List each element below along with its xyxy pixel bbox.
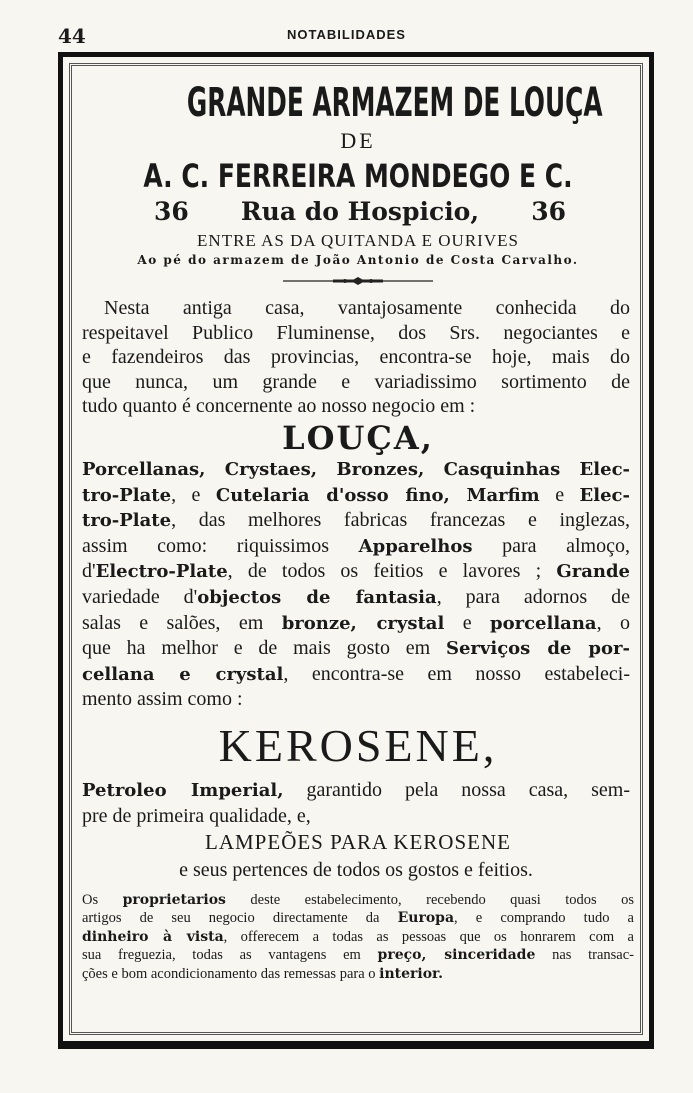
advertisement-content bbox=[69, 63, 643, 1035]
emphasis-text: preço, sinceridade bbox=[377, 947, 536, 964]
plain-text: mento assim como : bbox=[82, 688, 243, 711]
emphasis-text: Electro-Plate bbox=[95, 561, 228, 583]
emphasis-text: cellana e crystal bbox=[82, 663, 284, 685]
advertisement-frame bbox=[58, 52, 654, 1046]
plain-text: pre de primeira qualidade, e, bbox=[82, 804, 311, 827]
plain-text: nas transac- bbox=[535, 947, 635, 964]
text-line bbox=[82, 909, 634, 928]
ad-de: DE bbox=[340, 128, 376, 153]
plain-text: , de todos os feitios e lavores ; bbox=[227, 560, 557, 583]
text-line bbox=[82, 687, 630, 712]
text-line bbox=[82, 891, 634, 910]
lampeoes-heading: LAMPEÕES PARA KEROSENE bbox=[205, 830, 511, 855]
text-line: e fazendeiros das provincias, encontra-se hoje, mais do bbox=[82, 346, 630, 369]
plain-text: , e comprando tudo a bbox=[454, 910, 634, 927]
text-line bbox=[82, 965, 634, 984]
text-line bbox=[82, 483, 630, 509]
address-number-left: 36 bbox=[154, 197, 189, 226]
emphasis-text: Apparelhos bbox=[358, 535, 473, 557]
plain-text: , e bbox=[171, 483, 216, 506]
bottom-rule bbox=[58, 1045, 654, 1049]
text-line bbox=[82, 662, 630, 688]
text-line: que nunca, um grande e variadissimo sortimento de bbox=[82, 370, 630, 393]
plain-text: deste estabelecimento, recebendo quasi todos os bbox=[225, 891, 634, 908]
location-note: Ao pé do armazem de João Antonio de Costa Carvalho. bbox=[137, 253, 579, 267]
emphasis-text: tro-Plate bbox=[82, 484, 172, 506]
ad-title: GRANDE ARMAZEM DE LOUÇA bbox=[186, 80, 603, 126]
plain-text: e bbox=[539, 483, 580, 506]
emphasis-text: Elec- bbox=[579, 484, 630, 506]
plain-text: , das melhores fabricas francezas e inglezas, bbox=[171, 509, 630, 532]
text-line: respeitavel Publico Fluminense, dos Srs. negociantes e bbox=[82, 321, 630, 344]
plain-text: sua freguezia, todas as vantagens em bbox=[82, 947, 378, 964]
plain-text: , offerecem a todas as pessoas que os honrarem com a bbox=[223, 928, 634, 945]
emphasis-text: bronze, crystal bbox=[281, 612, 445, 634]
text-line bbox=[82, 559, 630, 585]
emphasis-text: dinheiro à vista bbox=[82, 928, 224, 945]
plain-text: e bbox=[444, 611, 490, 634]
text-line bbox=[82, 457, 630, 483]
plain-text: , encontra-se em nosso estabeleci- bbox=[283, 662, 630, 685]
text-line bbox=[82, 636, 630, 662]
text-line: tudo quanto é concernente ao nosso negocio em : bbox=[82, 395, 476, 418]
plain-text: Os bbox=[82, 891, 123, 908]
emphasis-text: Porcellanas, Crystaes, Bronzes, Casquinhas Elec- bbox=[82, 458, 630, 480]
emphasis-text: porcellana bbox=[490, 612, 597, 634]
intro-paragraph bbox=[82, 296, 630, 419]
plain-text: para almoço, bbox=[472, 534, 630, 557]
plain-text: assim como: riquissimos bbox=[82, 534, 359, 557]
page-number: 44 bbox=[58, 24, 86, 48]
ornamental-divider bbox=[283, 276, 433, 286]
text-line bbox=[82, 585, 630, 611]
plain-text: garantido pela nossa casa, sem- bbox=[283, 778, 631, 801]
text-line: Nesta antiga casa, vantajosamente conhecida do bbox=[104, 297, 630, 319]
emphasis-text: Serviços de por- bbox=[445, 638, 630, 660]
address-street: Rua do Hospicio, bbox=[240, 197, 480, 226]
running-title: NOTABILIDADES bbox=[287, 27, 406, 42]
plain-text: , para adornos de bbox=[436, 585, 630, 608]
pertences-line: e seus pertences de todos os gostos e feitios. bbox=[179, 859, 533, 882]
text-line bbox=[82, 804, 630, 829]
emphasis-text: Grande bbox=[556, 561, 630, 583]
petroleo-paragraph bbox=[82, 778, 630, 828]
plain-text: , o bbox=[596, 611, 630, 634]
text-line bbox=[82, 928, 634, 947]
emphasis-text: Petroleo Imperial, bbox=[82, 779, 284, 801]
address-number-right: 36 bbox=[531, 197, 566, 226]
emphasis-text: Europa bbox=[397, 910, 455, 927]
emphasis-text: Cutelaria d'osso fino, Marfim bbox=[215, 484, 540, 506]
cross-streets: ENTRE AS DA QUITANDA E OURIVES bbox=[197, 231, 519, 250]
kerosene-heading: KEROSENE, bbox=[218, 719, 498, 771]
text-line bbox=[82, 611, 630, 637]
plain-text: artigos de seu negocio directamente da bbox=[82, 910, 398, 927]
closing-paragraph bbox=[82, 891, 634, 984]
text-line bbox=[82, 778, 630, 804]
emphasis-text: tro-Plate bbox=[82, 510, 172, 532]
emphasis-text: proprietarios bbox=[122, 891, 226, 908]
plain-text: variedade d' bbox=[82, 585, 198, 608]
plain-text: salas e salões, em bbox=[82, 611, 282, 634]
plain-text: ções e bom acondicionamento das remessas para o bbox=[82, 965, 380, 982]
emphasis-text: interior. bbox=[379, 965, 444, 982]
text-line bbox=[82, 534, 630, 560]
louca-heading: LOUÇA, bbox=[282, 418, 434, 457]
emphasis-text: objectos de fantasia bbox=[197, 586, 437, 608]
plain-text: que ha melhor e de mais gosto em bbox=[82, 637, 446, 660]
address-line bbox=[82, 196, 634, 228]
plain-text: d' bbox=[82, 560, 96, 583]
firm-name: A. C. FERREIRA MONDEGO E C. bbox=[143, 157, 573, 195]
text-line bbox=[82, 946, 634, 965]
text-line bbox=[82, 508, 630, 534]
louca-paragraph bbox=[82, 457, 630, 712]
